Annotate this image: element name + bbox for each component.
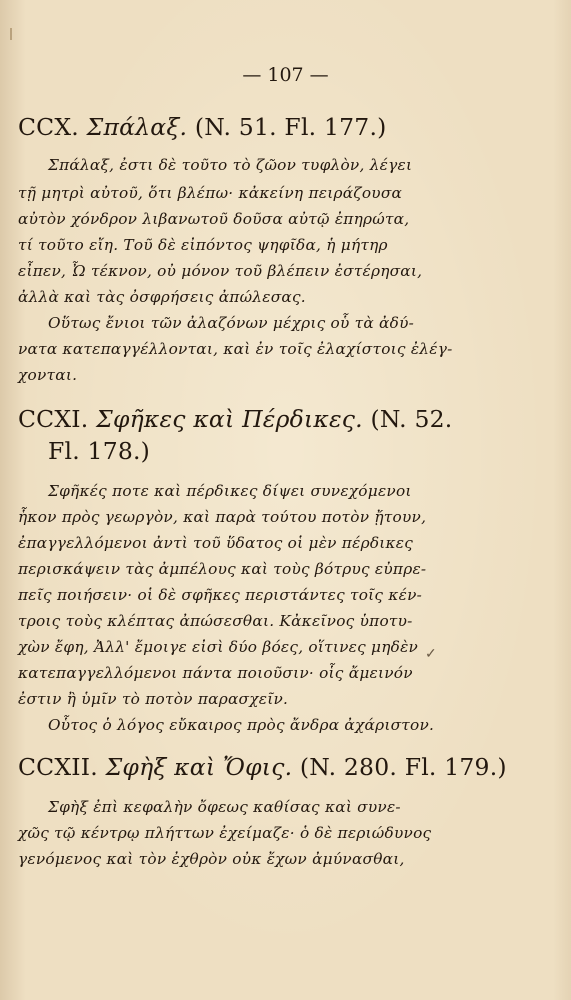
fable-source: (N. 280. Fl. 179.) [292, 753, 507, 781]
text-line: χὼν ἔφη, Ἀλλ' ἔμοιγε εἰσὶ δύο βόες, οἵτινες μηδὲν [18, 638, 419, 656]
fable-title: Σφῆκες καὶ Πέρδικες. [96, 405, 363, 433]
text-line: χῶς τῷ κέντρῳ πλήττων ἐχείμαζε· ὁ δὲ περιώδυνος [18, 824, 432, 842]
text-line: γενόμενος καὶ τὸν ἐχθρὸν οὐκ ἔχων ἀμύνασθαι, [18, 850, 405, 868]
ink-mark: ✓ [425, 646, 437, 662]
text-line: χονται. [18, 366, 78, 384]
fable-heading-ccxii [18, 752, 507, 782]
text-line: ἀλλὰ καὶ τὰς ὀσφρήσεις ἀπώλεσας. [18, 288, 306, 306]
page-number: — 107 — [242, 64, 329, 86]
text-line: ἐπαγγελλόμενοι ἀντὶ τοῦ ὕδατος οἱ μὲν πέρδικες [18, 534, 414, 552]
text-line: Οὕτως ἔνιοι τῶν ἀλαζόνων μέχρις οὗ τὰ ἀδύ- [48, 314, 415, 332]
text-line: Σφὴξ ἐπὶ κεφαλὴν ὄφεως καθίσας καὶ συνε- [48, 798, 401, 816]
fable-heading-ccx [18, 112, 387, 142]
fable-title: Σφὴξ καὶ Ὄφις. [105, 753, 293, 781]
margin-mark [10, 28, 12, 40]
text-line: τροις τοὺς κλέπτας ἀπώσεσθαι. Κἀκεῖνος ὑποτυ- [18, 612, 413, 630]
fable-title: Σπάλαξ. [86, 113, 188, 141]
text-line: τί τοῦτο εἴη. Τοῦ δὲ εἰπόντος ψηφῖδα, ἡ μήτηρ [18, 236, 388, 254]
fable-source: (N. 51. Fl. 177.) [187, 113, 387, 141]
text-line: πεῖς ποιήσειν· οἱ δὲ σφῆκες περιστάντες τοῖς κέν- [18, 586, 423, 604]
text-line: Οὗτος ὁ λόγος εὔκαιρος πρὸς ἄνδρα ἀχάριστον. [48, 716, 435, 734]
fable-source: (N. 52. [362, 405, 453, 433]
text-line: κατεπαγγελλόμενοι πάντα ποιοῦσιν· οἷς ἄμεινόν [18, 664, 413, 682]
fable-number: CCXI. [18, 405, 97, 433]
fable-source-continued: Fl. 178.) [48, 437, 151, 465]
fable-number: CCXII. [18, 753, 106, 781]
text-line: τῇ μητρὶ αὐτοῦ, ὅτι βλέπω· κἀκείνη πειράζουσα [18, 184, 403, 202]
text-line: Σπάλαξ, ἐστι δὲ τοῦτο τὸ ζῶον τυφλὸν, λέγει [48, 156, 413, 174]
fable-number: CCX. [18, 113, 87, 141]
text-line: νατα κατεπαγγέλλονται, καὶ ἐν τοῖς ἐλαχίστοις ἐλέγ- [18, 340, 453, 358]
text-line: Σφῆκές ποτε καὶ πέρδικες δίψει συνεχόμενοι [48, 482, 412, 500]
text-line: αὐτὸν χόνδρον λιβανωτοῦ δοῦσα αὐτῷ ἐπηρώτα, [18, 210, 410, 228]
text-line: ἧκον πρὸς γεωργὸν, καὶ παρὰ τούτου ποτὸν ᾔτουν, [18, 508, 427, 526]
text-line: εἶπεν, Ὦ τέκνον, οὐ μόνον τοῦ βλέπειν ἐστέρησαι, [18, 262, 423, 280]
text-line: ἐστιν ἢ ὑμῖν τὸ ποτὸν παρασχεῖν. [18, 690, 289, 708]
text-line: περισκάψειν τὰς ἀμπέλους καὶ τοὺς βότρυς εὐπρε- [18, 560, 427, 578]
fable-heading-ccxi [18, 404, 452, 434]
